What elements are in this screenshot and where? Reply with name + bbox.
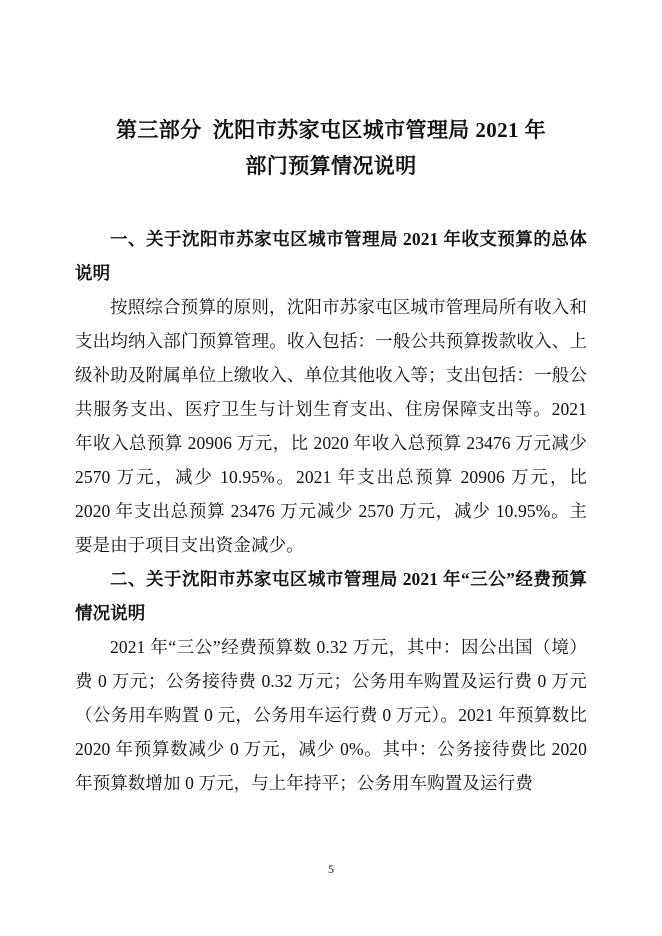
document-content: [75, 0, 587, 800]
section-heading-two: 二、关于沈阳市苏家屯区城市管理局 2021 年“三公”经费预算情况说明: [75, 569, 587, 623]
section-paragraph-two: 2021 年“三公”经费预算数 0.32 万元，其中：因公出国（境）费 0 万元；公务接待费 0.32 万元；公务用车购置及运行费 0 万元（公务用车购置 0 元，公务用车运行费 0 万元）。2021 年预算数比 2020 年预算数减少 0 万元，减少 0%。其中：公务接待费比 2020 年预算数增加 0 万元，与上年持平；公务用车购置及运行费: [75, 637, 587, 793]
page-title-line-2: 部门预算情况说明: [245, 154, 417, 178]
page-title-line-1: 第三部分 沈阳市苏家屯区城市管理局 2021 年: [116, 118, 546, 142]
section-paragraph-one: 按照综合预算的原则，沈阳市苏家屯区城市管理局所有收入和支出均纳入部门预算管理。收入包括：一般公共预算拨款收入、上级补助及附属单位上缴收入、单位其他收入等；支出包括：一般公共服务支出、医疗卫生与计划生育支出、住房保障支出等。2021 年收入总预算 20906 万元，比 2020 年收入总预算 23476 万元减少 2570 万元，减少 10.95%。2021 年支出总预算 20906 万元，比 2020 年支出总预算 23476 万元减少 2570 万元，减少 10.95%。主要是由于项目支出资金减少。: [75, 297, 587, 555]
section-heading-one: 一、关于沈阳市苏家屯区城市管理局 2021 年收支预算的总体说明: [75, 229, 587, 283]
page-number: 5: [328, 862, 334, 876]
spacer-title-to-section-one: [75, 184, 587, 222]
page-title: [75, 0, 587, 184]
